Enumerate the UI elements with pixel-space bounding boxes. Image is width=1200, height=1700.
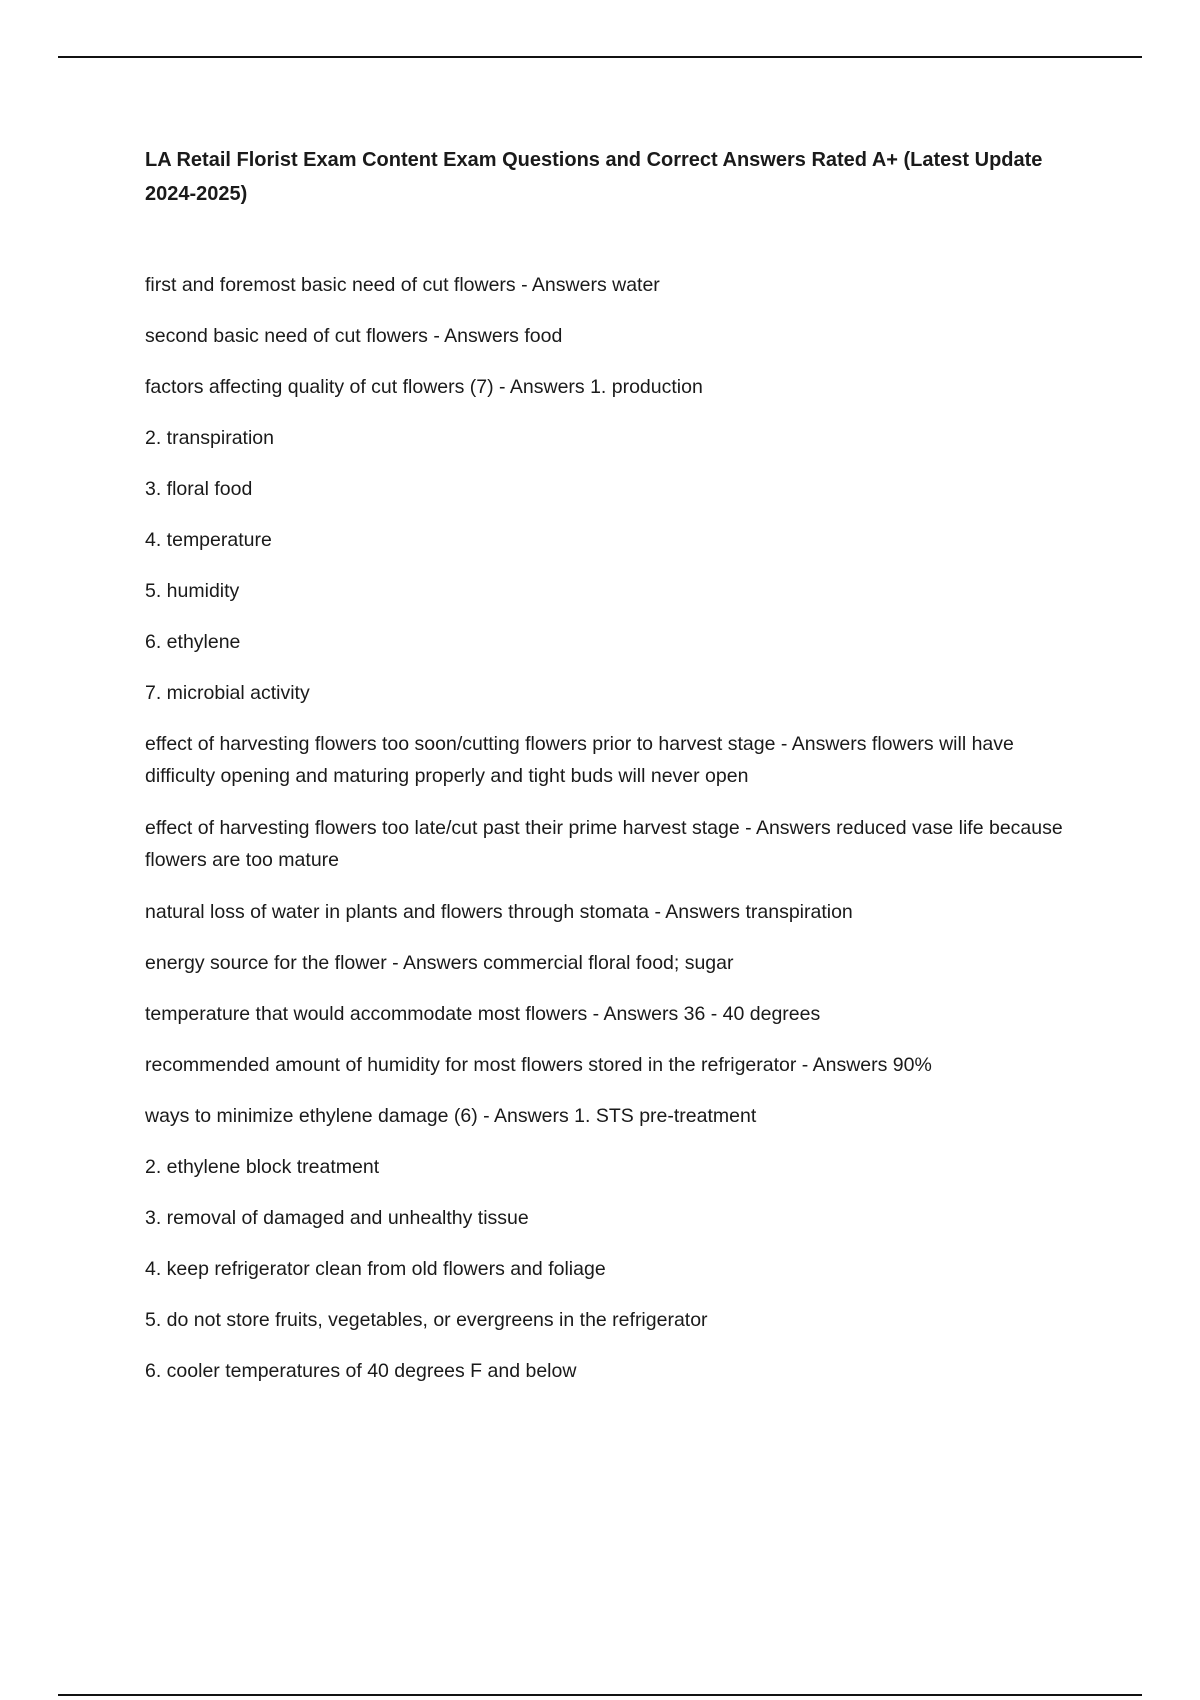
list-item: effect of harvesting flowers too soon/cutting flowers prior to harvest stage - Answers flowers will have difficulty opening and maturing properly and tight buds will never open — [145, 733, 1014, 787]
document-title: LA Retail Florist Exam Content Exam Questions and Correct Answers Rated A+ (Latest Update 2024-2025) — [145, 149, 1043, 205]
list-item: 5. humidity — [145, 580, 240, 602]
list-item: 5. do not store fruits, vegetables, or evergreens in the refrigerator — [145, 1309, 708, 1331]
list-item: 2. transpiration — [145, 427, 274, 449]
list-item: factors affecting quality of cut flowers (7) - Answers 1. production — [145, 376, 703, 398]
list-item: first and foremost basic need of cut flowers - Answers water — [145, 274, 660, 296]
list-item: energy source for the flower - Answers commercial floral food; sugar — [145, 952, 734, 974]
list-item: 2. ethylene block treatment — [145, 1156, 380, 1178]
document-body — [145, 143, 1080, 1406]
list-item: 3. floral food — [145, 478, 253, 500]
list-item: natural loss of water in plants and flowers through stomata - Answers transpiration — [145, 901, 853, 923]
list-item: second basic need of cut flowers - Answers food — [145, 325, 563, 347]
list-item: effect of harvesting flowers too late/cut past their prime harvest stage - Answers reduced vase life because flowers are too mature — [145, 817, 1063, 871]
list-item: ways to minimize ethylene damage (6) - Answers 1. STS pre-treatment — [145, 1105, 757, 1127]
list-item: 4. temperature — [145, 529, 272, 551]
list-item: temperature that would accommodate most flowers - Answers 36 - 40 degrees — [145, 1003, 821, 1025]
list-item: recommended amount of humidity for most flowers stored in the refrigerator - Answers 90% — [145, 1054, 932, 1076]
list-item: 7. microbial activity — [145, 682, 310, 704]
top-rule — [58, 56, 1142, 58]
list-item: 3. removal of damaged and unhealthy tissue — [145, 1207, 529, 1229]
qa-list — [145, 269, 1080, 1387]
list-item: 6. ethylene — [145, 631, 241, 653]
list-item: 6. cooler temperatures of 40 degrees F and below — [145, 1360, 577, 1382]
bottom-rule — [58, 1694, 1142, 1696]
list-item: 4. keep refrigerator clean from old flowers and foliage — [145, 1258, 606, 1280]
